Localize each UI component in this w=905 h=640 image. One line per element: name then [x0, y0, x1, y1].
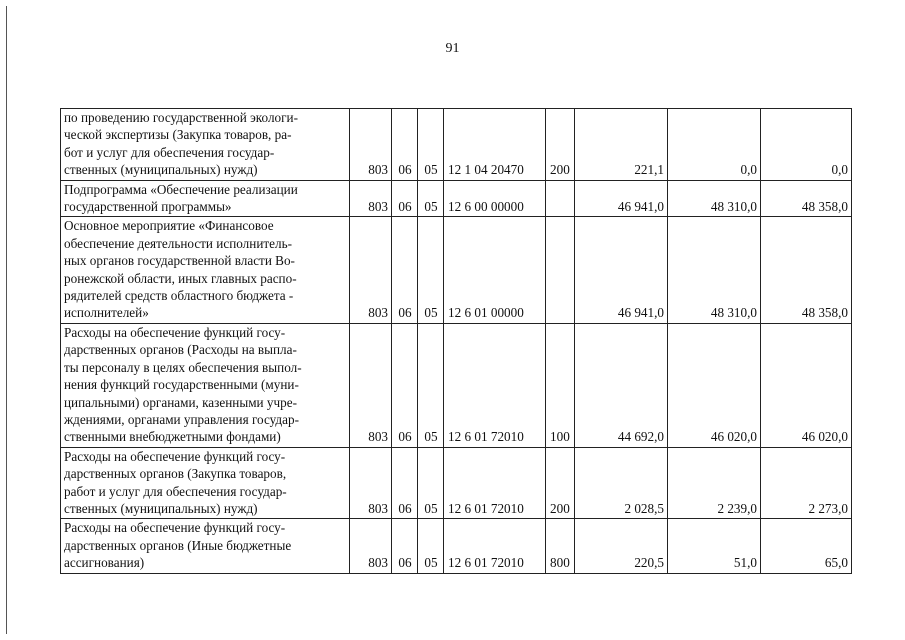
expense-type-cell — [546, 180, 575, 217]
target-article-cell: 12 6 01 72010 — [444, 447, 546, 519]
amount-year3-cell: 46 020,0 — [761, 323, 852, 447]
item-name-line: Расходы на обеспечение функций госу- — [64, 520, 286, 536]
item-name-line: ческой экспертизы (Закупка товаров, ра- — [64, 127, 292, 143]
expense-type-cell: 800 — [546, 519, 575, 573]
item-name-line: ассигнования) — [64, 555, 145, 571]
item-name-line: ципальными) органами, казенными учре- — [64, 394, 297, 410]
item-name-cell — [61, 217, 350, 323]
expense-type-cell: 100 — [546, 323, 575, 447]
section-code-cell: 06 — [392, 109, 418, 181]
item-name-line: Расходы на обеспечение функций госу- — [64, 448, 286, 464]
table-row — [61, 323, 852, 447]
amount-year3-cell: 0,0 — [761, 109, 852, 181]
item-name-cell — [61, 323, 350, 447]
subsection-code-cell: 05 — [418, 109, 444, 181]
expense-type-cell — [546, 217, 575, 323]
item-name-line: ждениями, органами управления государ- — [64, 411, 299, 427]
item-name-line: исполнителей» — [64, 305, 149, 321]
budget-table — [60, 108, 852, 574]
amount-year3-cell: 48 358,0 — [761, 180, 852, 217]
ministry-code-cell: 803 — [350, 109, 392, 181]
amount-year1-cell: 220,5 — [575, 519, 668, 573]
item-name-line: ты персоналу в целях обеспечения выпол- — [64, 359, 302, 375]
page-number: 91 — [445, 41, 460, 56]
item-name-line: обеспечение деятельности исполнитель- — [64, 235, 292, 251]
amount-year1-cell: 2 028,5 — [575, 447, 668, 519]
ministry-code-cell: 803 — [350, 323, 392, 447]
table-row — [61, 217, 852, 323]
amount-year1-cell: 46 941,0 — [575, 217, 668, 323]
page-edge-line — [6, 6, 7, 634]
section-code-cell: 06 — [392, 217, 418, 323]
item-name-line: бот и услуг для обеспечения государ- — [64, 144, 275, 160]
section-code-cell: 06 — [392, 323, 418, 447]
target-article-cell: 12 6 01 00000 — [444, 217, 546, 323]
item-name-cell — [61, 109, 350, 181]
amount-year2-cell: 51,0 — [668, 519, 761, 573]
subsection-code-cell: 05 — [418, 180, 444, 217]
table-row — [61, 180, 852, 217]
amount-year2-cell: 2 239,0 — [668, 447, 761, 519]
item-name-cell — [61, 519, 350, 573]
subsection-code-cell: 05 — [418, 519, 444, 573]
expense-type-cell: 200 — [546, 109, 575, 181]
item-name-line: ронежской области, иных главных распо- — [64, 270, 297, 286]
section-code-cell: 06 — [392, 180, 418, 217]
expense-type-cell: 200 — [546, 447, 575, 519]
amount-year2-cell: 48 310,0 — [668, 217, 761, 323]
amount-year2-cell: 48 310,0 — [668, 180, 761, 217]
item-name-line: ственных (муниципальных) нужд) — [64, 162, 258, 178]
amount-year3-cell: 2 273,0 — [761, 447, 852, 519]
item-name-line: Основное мероприятие «Финансовое — [64, 218, 274, 234]
item-name-line: нения функций государственными (муни- — [64, 377, 299, 393]
item-name-line: ственных (муниципальных) нужд) — [64, 500, 258, 516]
amount-year1-cell: 221,1 — [575, 109, 668, 181]
table-row — [61, 109, 852, 181]
target-article-cell: 12 6 01 72010 — [444, 519, 546, 573]
item-name-line: по проведению государственной экологи- — [64, 110, 298, 125]
amount-year3-cell: 48 358,0 — [761, 217, 852, 323]
item-name-line: дарственных органов (Иные бюджетные — [64, 537, 292, 553]
ministry-code-cell: 803 — [350, 217, 392, 323]
table-row — [61, 519, 852, 573]
section-code-cell: 06 — [392, 447, 418, 519]
subsection-code-cell: 05 — [418, 447, 444, 519]
target-article-cell: 12 6 01 72010 — [444, 323, 546, 447]
section-code-cell: 06 — [392, 519, 418, 573]
amount-year1-cell: 46 941,0 — [575, 180, 668, 217]
item-name-line: работ и услуг для обеспечения государ- — [64, 483, 287, 499]
item-name-line: Расходы на обеспечение функций госу- — [64, 324, 286, 340]
item-name-line: ных органов государственной власти Во- — [64, 253, 295, 269]
subsection-code-cell: 05 — [418, 217, 444, 323]
item-name-line: ственными внебюджетными фондами) — [64, 429, 281, 445]
item-name-line: государственной программы» — [64, 199, 232, 215]
item-name-line: Подпрограмма «Обеспечение реализации — [64, 181, 298, 197]
ministry-code-cell: 803 — [350, 447, 392, 519]
amount-year2-cell: 0,0 — [668, 109, 761, 181]
subsection-code-cell: 05 — [418, 323, 444, 447]
target-article-cell: 12 6 00 00000 — [444, 180, 546, 217]
amount-year2-cell: 46 020,0 — [668, 323, 761, 447]
target-article-cell: 12 1 04 20470 — [444, 109, 546, 181]
item-name-line: рядителей средств областного бюджета - — [64, 288, 294, 304]
item-name-cell — [61, 180, 350, 217]
item-name-line: дарственных органов (Закупка товаров, — [64, 466, 287, 482]
amount-year3-cell: 65,0 — [761, 519, 852, 573]
ministry-code-cell: 803 — [350, 519, 392, 573]
item-name-cell — [61, 447, 350, 519]
item-name-line: дарственных органов (Расходы на выпла- — [64, 342, 297, 358]
amount-year1-cell: 44 692,0 — [575, 323, 668, 447]
ministry-code-cell: 803 — [350, 180, 392, 217]
table-row — [61, 447, 852, 519]
